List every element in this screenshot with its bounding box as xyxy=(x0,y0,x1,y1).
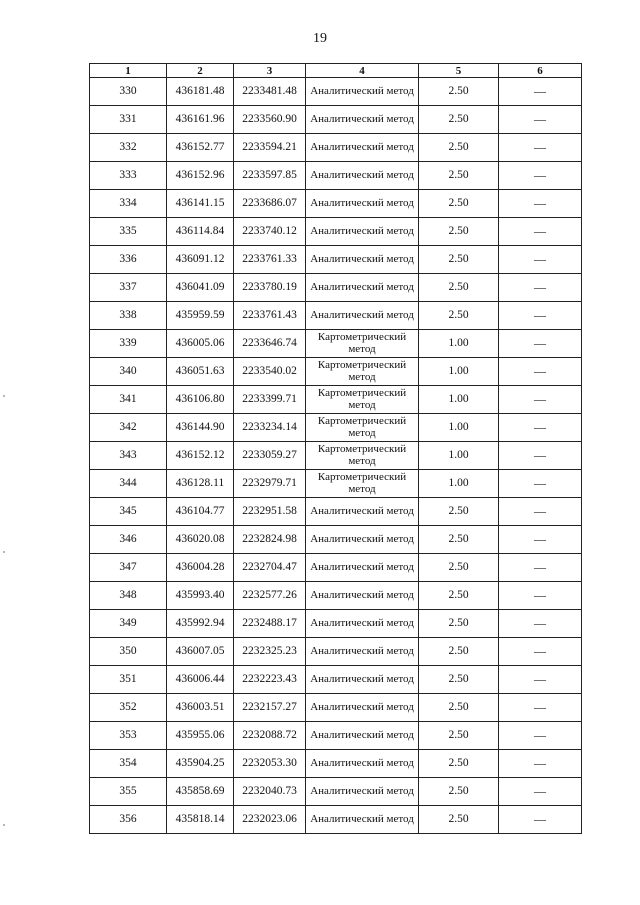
accuracy-cell: 2.50 xyxy=(419,134,499,162)
accuracy-cell: 2.50 xyxy=(419,722,499,750)
header-col-1: 1 xyxy=(90,64,167,78)
accuracy-cell: 2.50 xyxy=(419,610,499,638)
note-cell: — xyxy=(499,106,582,134)
note-cell: — xyxy=(499,554,582,582)
method-cell: Аналитический метод xyxy=(306,106,419,134)
table-row xyxy=(90,722,582,750)
method-cell: Аналитический метод xyxy=(306,582,419,610)
method-cell: Аналитический метод xyxy=(306,134,419,162)
y-coordinate-cell: 2232488.17 xyxy=(234,610,306,638)
y-coordinate-cell: 2232325.23 xyxy=(234,638,306,666)
note-cell: — xyxy=(499,526,582,554)
method-cell: Аналитический метод xyxy=(306,694,419,722)
x-coordinate-cell: 436091.12 xyxy=(167,246,234,274)
note-cell: — xyxy=(499,806,582,834)
accuracy-cell: 2.50 xyxy=(419,246,499,274)
accuracy-cell: 2.50 xyxy=(419,274,499,302)
method-cell: Аналитический метод xyxy=(306,78,419,106)
note-cell: — xyxy=(499,498,582,526)
x-coordinate-cell: 436161.96 xyxy=(167,106,234,134)
note-cell: — xyxy=(499,358,582,386)
method-cell: Аналитический метод xyxy=(306,218,419,246)
x-coordinate-cell: 436051.63 xyxy=(167,358,234,386)
point-number-cell: 334 xyxy=(90,190,167,218)
method-cell: Аналитический метод xyxy=(306,274,419,302)
table-row xyxy=(90,442,582,470)
note-cell: — xyxy=(499,694,582,722)
x-coordinate-cell: 435858.69 xyxy=(167,778,234,806)
accuracy-cell: 1.00 xyxy=(419,330,499,358)
note-cell: — xyxy=(499,610,582,638)
x-coordinate-cell: 435992.94 xyxy=(167,610,234,638)
method-cell: Аналитический метод xyxy=(306,806,419,834)
accuracy-cell: 2.50 xyxy=(419,694,499,722)
accuracy-cell: 2.50 xyxy=(419,554,499,582)
point-number-cell: 333 xyxy=(90,162,167,190)
y-coordinate-cell: 2232824.98 xyxy=(234,526,306,554)
y-coordinate-cell: 2233540.02 xyxy=(234,358,306,386)
method-cell: Картометрический метод xyxy=(306,442,419,470)
point-number-cell: 331 xyxy=(90,106,167,134)
method-cell: Аналитический метод xyxy=(306,162,419,190)
accuracy-cell: 2.50 xyxy=(419,582,499,610)
point-number-cell: 344 xyxy=(90,470,167,498)
table-row xyxy=(90,778,582,806)
accuracy-cell: 1.00 xyxy=(419,442,499,470)
point-number-cell: 347 xyxy=(90,554,167,582)
table-row xyxy=(90,666,582,694)
x-coordinate-cell: 436152.12 xyxy=(167,442,234,470)
x-coordinate-cell: 436006.44 xyxy=(167,666,234,694)
note-cell: — xyxy=(499,274,582,302)
header-col-3: 3 xyxy=(234,64,306,78)
note-cell: — xyxy=(499,638,582,666)
x-coordinate-cell: 436104.77 xyxy=(167,498,234,526)
x-coordinate-cell: 435818.14 xyxy=(167,806,234,834)
point-number-cell: 356 xyxy=(90,806,167,834)
y-coordinate-cell: 2233597.85 xyxy=(234,162,306,190)
y-coordinate-cell: 2232704.47 xyxy=(234,554,306,582)
note-cell: — xyxy=(499,330,582,358)
point-number-cell: 341 xyxy=(90,386,167,414)
point-number-cell: 336 xyxy=(90,246,167,274)
point-number-cell: 352 xyxy=(90,694,167,722)
method-cell: Картометрический метод xyxy=(306,386,419,414)
x-coordinate-cell: 436114.84 xyxy=(167,218,234,246)
table-row xyxy=(90,106,582,134)
method-cell: Картометрический метод xyxy=(306,470,419,498)
point-number-cell: 343 xyxy=(90,442,167,470)
y-coordinate-cell: 2233399.71 xyxy=(234,386,306,414)
note-cell: — xyxy=(499,778,582,806)
accuracy-cell: 2.50 xyxy=(419,218,499,246)
y-coordinate-cell: 2233761.33 xyxy=(234,246,306,274)
table-row xyxy=(90,554,582,582)
point-number-cell: 332 xyxy=(90,134,167,162)
point-number-cell: 335 xyxy=(90,218,167,246)
accuracy-cell: 2.50 xyxy=(419,806,499,834)
x-coordinate-cell: 436020.08 xyxy=(167,526,234,554)
page-number: 19 xyxy=(313,31,327,46)
scan-margin-mark xyxy=(3,395,5,397)
method-cell: Аналитический метод xyxy=(306,638,419,666)
note-cell: — xyxy=(499,218,582,246)
y-coordinate-cell: 2232223.43 xyxy=(234,666,306,694)
method-cell: Аналитический метод xyxy=(306,722,419,750)
method-cell: Аналитический метод xyxy=(306,498,419,526)
accuracy-cell: 2.50 xyxy=(419,302,499,330)
table-row xyxy=(90,218,582,246)
table-row xyxy=(90,694,582,722)
note-cell: — xyxy=(499,162,582,190)
point-number-cell: 330 xyxy=(90,78,167,106)
y-coordinate-cell: 2233481.48 xyxy=(234,78,306,106)
y-coordinate-cell: 2232577.26 xyxy=(234,582,306,610)
table-row xyxy=(90,638,582,666)
point-number-cell: 340 xyxy=(90,358,167,386)
x-coordinate-cell: 435955.06 xyxy=(167,722,234,750)
table-row xyxy=(90,806,582,834)
accuracy-cell: 2.50 xyxy=(419,78,499,106)
coordinates-table-container xyxy=(89,63,581,834)
note-cell: — xyxy=(499,414,582,442)
x-coordinate-cell: 435993.40 xyxy=(167,582,234,610)
table-row xyxy=(90,414,582,442)
x-coordinate-cell: 436144.90 xyxy=(167,414,234,442)
method-cell: Аналитический метод xyxy=(306,246,419,274)
table-row xyxy=(90,470,582,498)
table-body xyxy=(90,78,582,834)
table-row xyxy=(90,330,582,358)
accuracy-cell: 2.50 xyxy=(419,666,499,694)
point-number-cell: 346 xyxy=(90,526,167,554)
x-coordinate-cell: 436005.06 xyxy=(167,330,234,358)
y-coordinate-cell: 2233761.43 xyxy=(234,302,306,330)
scan-margin-mark xyxy=(3,551,5,553)
table-row xyxy=(90,302,582,330)
x-coordinate-cell: 436007.05 xyxy=(167,638,234,666)
scan-margin-mark xyxy=(3,824,5,826)
y-coordinate-cell: 2233594.21 xyxy=(234,134,306,162)
table-row xyxy=(90,134,582,162)
y-coordinate-cell: 2233780.19 xyxy=(234,274,306,302)
accuracy-cell: 2.50 xyxy=(419,526,499,554)
method-cell: Аналитический метод xyxy=(306,302,419,330)
point-number-cell: 350 xyxy=(90,638,167,666)
point-number-cell: 351 xyxy=(90,666,167,694)
x-coordinate-cell: 436004.28 xyxy=(167,554,234,582)
note-cell: — xyxy=(499,582,582,610)
accuracy-cell: 2.50 xyxy=(419,750,499,778)
accuracy-cell: 2.50 xyxy=(419,162,499,190)
y-coordinate-cell: 2233059.27 xyxy=(234,442,306,470)
method-cell: Аналитический метод xyxy=(306,526,419,554)
point-number-cell: 355 xyxy=(90,778,167,806)
method-cell: Аналитический метод xyxy=(306,190,419,218)
note-cell: — xyxy=(499,750,582,778)
header-col-2: 2 xyxy=(167,64,234,78)
accuracy-cell: 2.50 xyxy=(419,498,499,526)
y-coordinate-cell: 2233234.14 xyxy=(234,414,306,442)
y-coordinate-cell: 2233646.74 xyxy=(234,330,306,358)
table-header xyxy=(90,64,582,78)
coordinates-table xyxy=(89,63,582,834)
point-number-cell: 339 xyxy=(90,330,167,358)
header-col-6: 6 xyxy=(499,64,582,78)
x-coordinate-cell: 436141.15 xyxy=(167,190,234,218)
y-coordinate-cell: 2233740.12 xyxy=(234,218,306,246)
header-row xyxy=(90,64,582,78)
point-number-cell: 348 xyxy=(90,582,167,610)
header-col-4: 4 xyxy=(306,64,419,78)
table-row xyxy=(90,386,582,414)
x-coordinate-cell: 436152.77 xyxy=(167,134,234,162)
note-cell: — xyxy=(499,470,582,498)
y-coordinate-cell: 2233560.90 xyxy=(234,106,306,134)
y-coordinate-cell: 2232040.73 xyxy=(234,778,306,806)
point-number-cell: 354 xyxy=(90,750,167,778)
point-number-cell: 338 xyxy=(90,302,167,330)
method-cell: Аналитический метод xyxy=(306,554,419,582)
table-row xyxy=(90,274,582,302)
x-coordinate-cell: 436128.11 xyxy=(167,470,234,498)
header-col-5: 5 xyxy=(419,64,499,78)
accuracy-cell: 1.00 xyxy=(419,358,499,386)
table-row xyxy=(90,246,582,274)
x-coordinate-cell: 436181.48 xyxy=(167,78,234,106)
table-row xyxy=(90,610,582,638)
x-coordinate-cell: 435904.25 xyxy=(167,750,234,778)
note-cell: — xyxy=(499,302,582,330)
accuracy-cell: 2.50 xyxy=(419,638,499,666)
table-row xyxy=(90,190,582,218)
table-row xyxy=(90,750,582,778)
y-coordinate-cell: 2232053.30 xyxy=(234,750,306,778)
method-cell: Аналитический метод xyxy=(306,610,419,638)
accuracy-cell: 1.00 xyxy=(419,470,499,498)
note-cell: — xyxy=(499,78,582,106)
table-row xyxy=(90,526,582,554)
y-coordinate-cell: 2233686.07 xyxy=(234,190,306,218)
y-coordinate-cell: 2232088.72 xyxy=(234,722,306,750)
table-row xyxy=(90,162,582,190)
x-coordinate-cell: 436106.80 xyxy=(167,386,234,414)
table-row xyxy=(90,358,582,386)
note-cell: — xyxy=(499,722,582,750)
y-coordinate-cell: 2232979.71 xyxy=(234,470,306,498)
point-number-cell: 342 xyxy=(90,414,167,442)
table-row xyxy=(90,498,582,526)
accuracy-cell: 1.00 xyxy=(419,386,499,414)
method-cell: Картометрический метод xyxy=(306,330,419,358)
point-number-cell: 345 xyxy=(90,498,167,526)
point-number-cell: 353 xyxy=(90,722,167,750)
point-number-cell: 337 xyxy=(90,274,167,302)
table-row xyxy=(90,582,582,610)
method-cell: Аналитический метод xyxy=(306,750,419,778)
accuracy-cell: 2.50 xyxy=(419,106,499,134)
note-cell: — xyxy=(499,666,582,694)
point-number-cell: 349 xyxy=(90,610,167,638)
y-coordinate-cell: 2232157.27 xyxy=(234,694,306,722)
method-cell: Аналитический метод xyxy=(306,666,419,694)
note-cell: — xyxy=(499,190,582,218)
x-coordinate-cell: 436003.51 xyxy=(167,694,234,722)
x-coordinate-cell: 436152.96 xyxy=(167,162,234,190)
accuracy-cell: 2.50 xyxy=(419,190,499,218)
y-coordinate-cell: 2232951.58 xyxy=(234,498,306,526)
y-coordinate-cell: 2232023.06 xyxy=(234,806,306,834)
method-cell: Картометрический метод xyxy=(306,414,419,442)
accuracy-cell: 2.50 xyxy=(419,778,499,806)
x-coordinate-cell: 436041.09 xyxy=(167,274,234,302)
note-cell: — xyxy=(499,246,582,274)
accuracy-cell: 1.00 xyxy=(419,414,499,442)
x-coordinate-cell: 435959.59 xyxy=(167,302,234,330)
table-row xyxy=(90,78,582,106)
method-cell: Аналитический метод xyxy=(306,778,419,806)
method-cell: Картометрический метод xyxy=(306,358,419,386)
note-cell: — xyxy=(499,134,582,162)
note-cell: — xyxy=(499,386,582,414)
note-cell: — xyxy=(499,442,582,470)
